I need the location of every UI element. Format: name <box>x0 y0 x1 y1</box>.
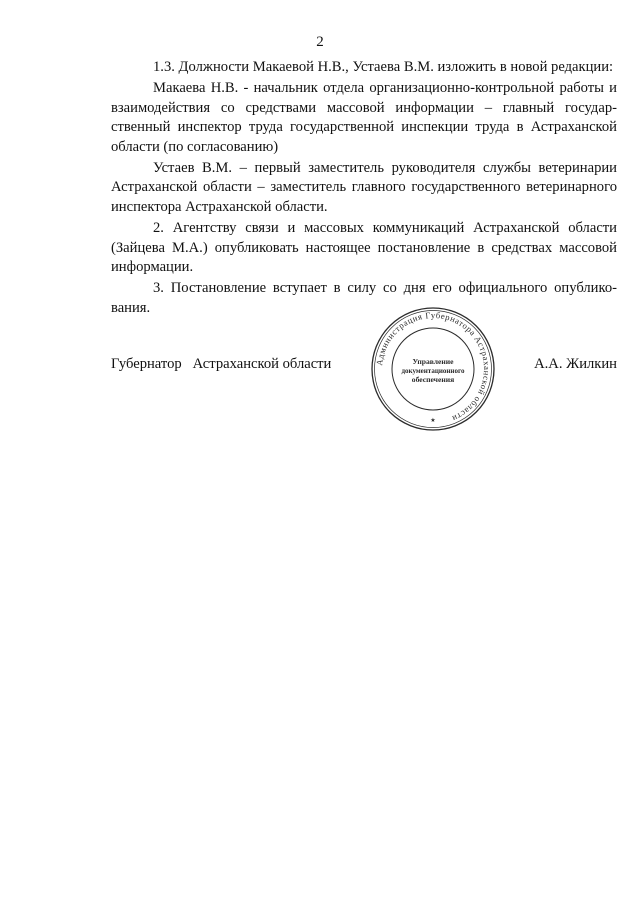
seal-star-icon: ★ <box>430 418 436 424</box>
signer-name: А.А. Жилкин <box>534 356 617 372</box>
document-body <box>111 58 617 320</box>
seal-center-line-1: Управление <box>412 357 454 366</box>
paragraph-3: 3. Постановление вступает в силу со дня его официального опубликования. <box>111 280 617 316</box>
page-number: 2 <box>316 34 324 50</box>
seal-center-line-3: обеспечения <box>411 375 455 384</box>
paragraph-ustaev: Устаев В.М. – первый заместитель руководителя службы ветеринарии Астраханской области – заместитель главного государственного ветеринарного инспектора Астраханской области. <box>111 160 617 215</box>
signature-row <box>111 356 617 378</box>
signer-title: Губернатор Астраханской области <box>111 356 332 372</box>
seal-outer-text: Администрация Губернатора Астраханской области <box>374 309 493 425</box>
official-seal <box>370 306 496 432</box>
seal-center-line-2: документационного <box>401 367 465 375</box>
paragraph-2: 2. Агентству связи и массовых коммуникаций Астраханской области (Зайцева М.А.) опубликовать настоящее постановление в средствах массовой информации. <box>111 220 617 276</box>
paragraph-makaeva: Макаева Н.В. - начальник отдела организационно-контрольной работы и взаимодействия со средствами массовой информации – главный государственный инспектор труда государственной инспекции труда в Астраханской области (по согласованию) <box>111 80 617 155</box>
paragraph-1-3: 1.3. Должности Макаевой Н.В., Устаева В.М. изложить в новой редакции: <box>153 59 614 75</box>
seal-graphic <box>370 306 496 432</box>
